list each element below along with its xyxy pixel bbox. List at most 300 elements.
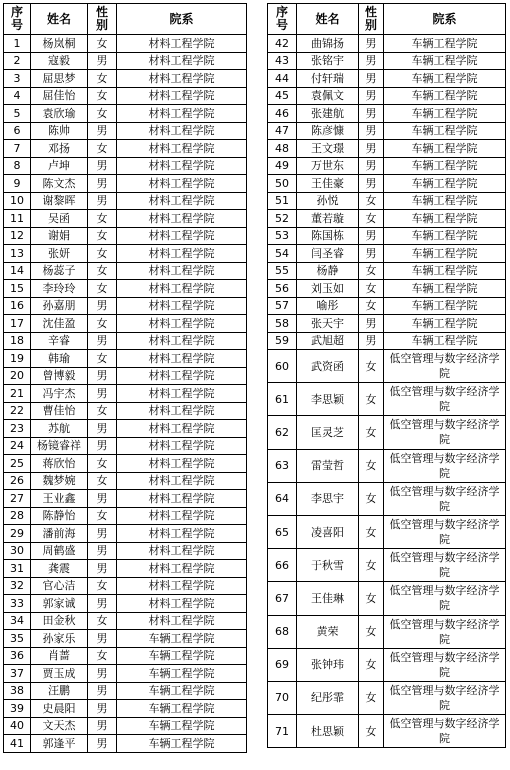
cell-index: 45 bbox=[268, 87, 297, 105]
table-row bbox=[4, 157, 247, 175]
cell-name: 龚震 bbox=[31, 560, 88, 578]
cell-college: 车辆工程学院 bbox=[384, 262, 506, 280]
cell-gender: 男 bbox=[88, 297, 117, 315]
cell-index: 69 bbox=[268, 648, 297, 681]
cell-college: 低空管理与数字经济学院 bbox=[384, 515, 506, 548]
cell-name: 万世东 bbox=[297, 157, 359, 175]
cell-name: 郭家诚 bbox=[31, 595, 88, 613]
cell-gender: 女 bbox=[88, 245, 117, 263]
header-index-line-2: 号 bbox=[275, 18, 288, 32]
cell-index: 20 bbox=[4, 367, 31, 385]
table-row bbox=[4, 507, 247, 525]
cell-college: 低空管理与数字经济学院 bbox=[384, 582, 506, 615]
cell-gender: 女 bbox=[359, 549, 384, 582]
table-row bbox=[268, 297, 506, 315]
table-row bbox=[4, 665, 247, 683]
cell-name: 潘前海 bbox=[31, 525, 88, 543]
table-row bbox=[268, 582, 506, 615]
cell-college: 车辆工程学院 bbox=[384, 175, 506, 193]
table-row bbox=[4, 175, 247, 193]
cell-gender: 男 bbox=[359, 105, 384, 123]
cell-gender: 男 bbox=[88, 437, 117, 455]
cell-index: 67 bbox=[268, 582, 297, 615]
cell-college: 材料工程学院 bbox=[117, 87, 247, 105]
cell-name: 纪彤霏 bbox=[297, 681, 359, 714]
cell-index: 47 bbox=[268, 122, 297, 140]
cell-name: 张建航 bbox=[297, 105, 359, 123]
cell-college: 车辆工程学院 bbox=[117, 682, 247, 700]
cell-name: 李思宇 bbox=[297, 482, 359, 515]
cell-index: 38 bbox=[4, 682, 31, 700]
table-body-right bbox=[268, 35, 506, 748]
header-gender-line-2: 别 bbox=[95, 18, 108, 32]
cell-gender: 女 bbox=[88, 472, 117, 490]
cell-name: 田金秋 bbox=[31, 612, 88, 630]
cell-college: 车辆工程学院 bbox=[384, 52, 506, 70]
cell-gender: 男 bbox=[88, 595, 117, 613]
table-row bbox=[4, 402, 247, 420]
cell-gender: 女 bbox=[359, 192, 384, 210]
cell-gender: 男 bbox=[359, 140, 384, 158]
cell-name: 李玲玲 bbox=[31, 280, 88, 298]
cell-name: 杨岚桐 bbox=[31, 35, 88, 53]
cell-name: 郭逢平 bbox=[31, 735, 88, 753]
table-row bbox=[268, 210, 506, 228]
cell-college: 车辆工程学院 bbox=[384, 210, 506, 228]
cell-name: 屈佳怡 bbox=[31, 87, 88, 105]
cell-index: 71 bbox=[268, 715, 297, 748]
cell-name: 周鹤盛 bbox=[31, 542, 88, 560]
cell-gender: 男 bbox=[359, 87, 384, 105]
cell-index: 52 bbox=[268, 210, 297, 228]
cell-gender: 女 bbox=[359, 210, 384, 228]
cell-gender: 女 bbox=[359, 715, 384, 748]
cell-college: 材料工程学院 bbox=[117, 262, 247, 280]
cell-college: 材料工程学院 bbox=[117, 472, 247, 490]
cell-college: 材料工程学院 bbox=[117, 525, 247, 543]
cell-college: 材料工程学院 bbox=[117, 490, 247, 508]
cell-index: 24 bbox=[4, 437, 31, 455]
cell-college: 车辆工程学院 bbox=[384, 70, 506, 88]
cell-name: 谢娟 bbox=[31, 227, 88, 245]
cell-gender: 女 bbox=[88, 210, 117, 228]
cell-gender: 女 bbox=[88, 647, 117, 665]
table-row bbox=[4, 70, 247, 88]
table-row bbox=[268, 87, 506, 105]
cell-gender: 女 bbox=[88, 262, 117, 280]
cell-name: 董若璇 bbox=[297, 210, 359, 228]
cell-index: 17 bbox=[4, 315, 31, 333]
cell-college: 低空管理与数字经济学院 bbox=[384, 449, 506, 482]
cell-name: 袁欣瑜 bbox=[31, 105, 88, 123]
cell-name: 邓扬 bbox=[31, 140, 88, 158]
cell-college: 车辆工程学院 bbox=[384, 192, 506, 210]
cell-gender: 女 bbox=[88, 35, 117, 53]
cell-index: 29 bbox=[4, 525, 31, 543]
cell-name: 闫圣睿 bbox=[297, 245, 359, 263]
cell-index: 48 bbox=[268, 140, 297, 158]
cell-gender: 女 bbox=[88, 280, 117, 298]
table-row bbox=[4, 490, 247, 508]
header-college: 院系 bbox=[384, 4, 506, 35]
cell-index: 16 bbox=[4, 297, 31, 315]
cell-name: 曾博毅 bbox=[31, 367, 88, 385]
table-row bbox=[268, 549, 506, 582]
cell-index: 64 bbox=[268, 482, 297, 515]
header-name: 姓名 bbox=[31, 4, 88, 35]
cell-gender: 女 bbox=[359, 582, 384, 615]
cell-college: 材料工程学院 bbox=[117, 210, 247, 228]
table-row bbox=[268, 245, 506, 263]
cell-college: 材料工程学院 bbox=[117, 577, 247, 595]
cell-name: 孙家乐 bbox=[31, 630, 88, 648]
roster-table-right bbox=[267, 3, 506, 748]
table-row bbox=[4, 577, 247, 595]
cell-name: 陈静怡 bbox=[31, 507, 88, 525]
table-row bbox=[4, 595, 247, 613]
table-row bbox=[268, 140, 506, 158]
cell-index: 1 bbox=[4, 35, 31, 53]
cell-gender: 男 bbox=[88, 367, 117, 385]
cell-index: 40 bbox=[4, 717, 31, 735]
table-row bbox=[4, 210, 247, 228]
cell-gender: 女 bbox=[359, 482, 384, 515]
cell-index: 30 bbox=[4, 542, 31, 560]
cell-gender: 女 bbox=[88, 455, 117, 473]
roster-table-left bbox=[3, 3, 247, 753]
cell-name: 于秋雪 bbox=[297, 549, 359, 582]
cell-name: 喻彤 bbox=[297, 297, 359, 315]
cell-index: 65 bbox=[268, 515, 297, 548]
cell-college: 材料工程学院 bbox=[117, 560, 247, 578]
cell-index: 55 bbox=[268, 262, 297, 280]
cell-name: 孙悦 bbox=[297, 192, 359, 210]
cell-college: 材料工程学院 bbox=[117, 122, 247, 140]
cell-index: 28 bbox=[4, 507, 31, 525]
cell-name: 杨镜睿祥 bbox=[31, 437, 88, 455]
cell-index: 4 bbox=[4, 87, 31, 105]
cell-college: 材料工程学院 bbox=[117, 455, 247, 473]
cell-college: 车辆工程学院 bbox=[384, 245, 506, 263]
cell-name: 陈国栋 bbox=[297, 227, 359, 245]
table-row bbox=[4, 455, 247, 473]
cell-name: 辛睿 bbox=[31, 332, 88, 350]
cell-index: 27 bbox=[4, 490, 31, 508]
cell-index: 25 bbox=[4, 455, 31, 473]
cell-gender: 女 bbox=[359, 383, 384, 416]
cell-college: 车辆工程学院 bbox=[384, 315, 506, 333]
table-row bbox=[268, 157, 506, 175]
cell-name: 韩瑜 bbox=[31, 350, 88, 368]
cell-index: 57 bbox=[268, 297, 297, 315]
cell-name: 苏航 bbox=[31, 420, 88, 438]
cell-college: 低空管理与数字经济学院 bbox=[384, 681, 506, 714]
cell-name: 蒋欣怡 bbox=[31, 455, 88, 473]
cell-college: 材料工程学院 bbox=[117, 385, 247, 403]
table-row bbox=[4, 735, 247, 753]
cell-name: 屈思梦 bbox=[31, 70, 88, 88]
table-row bbox=[4, 630, 247, 648]
table-row bbox=[4, 105, 247, 123]
cell-gender: 男 bbox=[359, 245, 384, 263]
cell-name: 陈彦慷 bbox=[297, 122, 359, 140]
cell-name: 张妍 bbox=[31, 245, 88, 263]
cell-college: 材料工程学院 bbox=[117, 227, 247, 245]
table-row bbox=[4, 472, 247, 490]
table-row bbox=[268, 383, 506, 416]
cell-gender: 女 bbox=[88, 350, 117, 368]
table-row bbox=[4, 192, 247, 210]
cell-gender: 男 bbox=[88, 735, 117, 753]
cell-index: 49 bbox=[268, 157, 297, 175]
cell-college: 车辆工程学院 bbox=[384, 87, 506, 105]
table-row bbox=[4, 647, 247, 665]
cell-name: 雷莹哲 bbox=[297, 449, 359, 482]
header-gender bbox=[359, 4, 384, 35]
cell-name: 刘玉如 bbox=[297, 280, 359, 298]
table-row bbox=[268, 515, 506, 548]
cell-name: 陈帅 bbox=[31, 122, 88, 140]
header-gender-line-1: 性 bbox=[95, 5, 108, 19]
table-row bbox=[268, 262, 506, 280]
cell-name: 凌喜阳 bbox=[297, 515, 359, 548]
cell-gender: 男 bbox=[88, 700, 117, 718]
cell-index: 23 bbox=[4, 420, 31, 438]
cell-index: 22 bbox=[4, 402, 31, 420]
cell-name: 曲锦扬 bbox=[297, 35, 359, 53]
cell-index: 7 bbox=[4, 140, 31, 158]
cell-index: 53 bbox=[268, 227, 297, 245]
header-index bbox=[268, 4, 297, 35]
cell-college: 车辆工程学院 bbox=[384, 105, 506, 123]
table-row bbox=[268, 681, 506, 714]
cell-college: 材料工程学院 bbox=[117, 332, 247, 350]
cell-index: 12 bbox=[4, 227, 31, 245]
cell-index: 18 bbox=[4, 332, 31, 350]
table-row bbox=[4, 140, 247, 158]
cell-index: 50 bbox=[268, 175, 297, 193]
cell-name: 孙嘉朋 bbox=[31, 297, 88, 315]
cell-index: 37 bbox=[4, 665, 31, 683]
header-gender bbox=[88, 4, 117, 35]
cell-gender: 男 bbox=[359, 315, 384, 333]
table-row bbox=[268, 615, 506, 648]
cell-gender: 女 bbox=[359, 280, 384, 298]
table-row bbox=[4, 35, 247, 53]
table-row bbox=[268, 105, 506, 123]
header-index bbox=[4, 4, 31, 35]
cell-gender: 男 bbox=[88, 490, 117, 508]
cell-index: 21 bbox=[4, 385, 31, 403]
cell-gender: 女 bbox=[88, 402, 117, 420]
cell-name: 王佳琳 bbox=[297, 582, 359, 615]
cell-gender: 男 bbox=[359, 70, 384, 88]
cell-index: 19 bbox=[4, 350, 31, 368]
cell-name: 贾玉成 bbox=[31, 665, 88, 683]
table-row bbox=[268, 416, 506, 449]
cell-name: 曹佳怡 bbox=[31, 402, 88, 420]
cell-gender: 女 bbox=[88, 507, 117, 525]
cell-index: 2 bbox=[4, 52, 31, 70]
cell-gender: 男 bbox=[359, 52, 384, 70]
cell-gender: 女 bbox=[88, 612, 117, 630]
cell-index: 46 bbox=[268, 105, 297, 123]
cell-college: 材料工程学院 bbox=[117, 192, 247, 210]
cell-gender: 男 bbox=[88, 420, 117, 438]
cell-college: 材料工程学院 bbox=[117, 175, 247, 193]
cell-college: 车辆工程学院 bbox=[384, 332, 506, 350]
cell-gender: 男 bbox=[88, 717, 117, 735]
header-name: 姓名 bbox=[297, 4, 359, 35]
cell-gender: 女 bbox=[359, 350, 384, 383]
cell-name: 杨静 bbox=[297, 262, 359, 280]
cell-college: 材料工程学院 bbox=[117, 70, 247, 88]
cell-name: 魏梦婉 bbox=[31, 472, 88, 490]
table-row bbox=[268, 192, 506, 210]
table-row bbox=[4, 525, 247, 543]
cell-college: 材料工程学院 bbox=[117, 35, 247, 53]
cell-gender: 男 bbox=[88, 630, 117, 648]
cell-college: 低空管理与数字经济学院 bbox=[384, 482, 506, 515]
cell-college: 低空管理与数字经济学院 bbox=[384, 648, 506, 681]
cell-college: 低空管理与数字经济学院 bbox=[384, 383, 506, 416]
table-row bbox=[268, 227, 506, 245]
cell-index: 41 bbox=[4, 735, 31, 753]
cell-gender: 男 bbox=[359, 122, 384, 140]
cell-index: 36 bbox=[4, 647, 31, 665]
cell-index: 15 bbox=[4, 280, 31, 298]
table-row bbox=[4, 682, 247, 700]
cell-index: 68 bbox=[268, 615, 297, 648]
cell-college: 低空管理与数字经济学院 bbox=[384, 615, 506, 648]
cell-gender: 男 bbox=[88, 332, 117, 350]
cell-index: 39 bbox=[4, 700, 31, 718]
table-row bbox=[268, 35, 506, 53]
cell-name: 杨蕊子 bbox=[31, 262, 88, 280]
cell-name: 陈文杰 bbox=[31, 175, 88, 193]
cell-college: 车辆工程学院 bbox=[384, 35, 506, 53]
cell-index: 54 bbox=[268, 245, 297, 263]
table-row bbox=[4, 700, 247, 718]
cell-college: 材料工程学院 bbox=[117, 157, 247, 175]
cell-index: 32 bbox=[4, 577, 31, 595]
cell-gender: 男 bbox=[88, 175, 117, 193]
cell-gender: 女 bbox=[359, 515, 384, 548]
cell-college: 材料工程学院 bbox=[117, 52, 247, 70]
cell-gender: 男 bbox=[88, 385, 117, 403]
cell-name: 武旭超 bbox=[297, 332, 359, 350]
cell-gender: 女 bbox=[88, 87, 117, 105]
cell-gender: 男 bbox=[88, 542, 117, 560]
table-row bbox=[4, 245, 247, 263]
cell-name: 黄荣 bbox=[297, 615, 359, 648]
cell-college: 材料工程学院 bbox=[117, 350, 247, 368]
cell-college: 车辆工程学院 bbox=[384, 227, 506, 245]
cell-index: 33 bbox=[4, 595, 31, 613]
cell-name: 张钟玮 bbox=[297, 648, 359, 681]
table-row bbox=[4, 122, 247, 140]
table-row bbox=[268, 52, 506, 70]
cell-name: 寇毅 bbox=[31, 52, 88, 70]
table-row bbox=[4, 612, 247, 630]
cell-college: 材料工程学院 bbox=[117, 140, 247, 158]
cell-college: 低空管理与数字经济学院 bbox=[384, 715, 506, 748]
cell-gender: 女 bbox=[88, 227, 117, 245]
cell-college: 车辆工程学院 bbox=[384, 122, 506, 140]
table-row bbox=[4, 315, 247, 333]
cell-name: 沈佳盈 bbox=[31, 315, 88, 333]
table-body-left bbox=[4, 35, 247, 753]
cell-index: 31 bbox=[4, 560, 31, 578]
cell-college: 车辆工程学院 bbox=[117, 665, 247, 683]
cell-gender: 女 bbox=[359, 416, 384, 449]
cell-index: 3 bbox=[4, 70, 31, 88]
cell-gender: 女 bbox=[88, 140, 117, 158]
cell-college: 材料工程学院 bbox=[117, 595, 247, 613]
cell-index: 66 bbox=[268, 549, 297, 582]
table-row bbox=[268, 482, 506, 515]
table-row bbox=[4, 385, 247, 403]
cell-gender: 男 bbox=[88, 682, 117, 700]
cell-name: 张天宇 bbox=[297, 315, 359, 333]
cell-name: 张铭宇 bbox=[297, 52, 359, 70]
cell-college: 车辆工程学院 bbox=[384, 280, 506, 298]
cell-gender: 男 bbox=[359, 175, 384, 193]
header-college: 院系 bbox=[117, 4, 247, 35]
cell-index: 61 bbox=[268, 383, 297, 416]
header-index-line-1: 序 bbox=[275, 5, 288, 19]
table-row bbox=[4, 542, 247, 560]
table-row bbox=[4, 280, 247, 298]
cell-index: 14 bbox=[4, 262, 31, 280]
cell-gender: 女 bbox=[88, 105, 117, 123]
cell-name: 王文璟 bbox=[297, 140, 359, 158]
table-row bbox=[268, 332, 506, 350]
cell-gender: 男 bbox=[88, 665, 117, 683]
cell-gender: 女 bbox=[88, 315, 117, 333]
cell-gender: 男 bbox=[88, 525, 117, 543]
cell-index: 60 bbox=[268, 350, 297, 383]
table-row bbox=[4, 297, 247, 315]
table-row bbox=[4, 437, 247, 455]
table-row bbox=[268, 315, 506, 333]
cell-index: 63 bbox=[268, 449, 297, 482]
cell-name: 吴函 bbox=[31, 210, 88, 228]
cell-gender: 女 bbox=[359, 615, 384, 648]
cell-college: 车辆工程学院 bbox=[384, 297, 506, 315]
cell-college: 低空管理与数字经济学院 bbox=[384, 549, 506, 582]
cell-college: 材料工程学院 bbox=[117, 402, 247, 420]
table-row bbox=[268, 715, 506, 748]
table-row bbox=[4, 262, 247, 280]
header-gender-line-1: 性 bbox=[364, 5, 377, 19]
table-row bbox=[4, 717, 247, 735]
table-header-row bbox=[268, 4, 506, 35]
cell-index: 10 bbox=[4, 192, 31, 210]
cell-name: 付轩瑞 bbox=[297, 70, 359, 88]
cell-college: 车辆工程学院 bbox=[384, 157, 506, 175]
cell-college: 车辆工程学院 bbox=[117, 700, 247, 718]
cell-college: 材料工程学院 bbox=[117, 315, 247, 333]
cell-gender: 男 bbox=[88, 192, 117, 210]
table-row bbox=[4, 227, 247, 245]
cell-name: 王佳豪 bbox=[297, 175, 359, 193]
cell-college: 低空管理与数字经济学院 bbox=[384, 350, 506, 383]
cell-index: 34 bbox=[4, 612, 31, 630]
cell-index: 58 bbox=[268, 315, 297, 333]
cell-college: 材料工程学院 bbox=[117, 367, 247, 385]
cell-gender: 男 bbox=[88, 122, 117, 140]
